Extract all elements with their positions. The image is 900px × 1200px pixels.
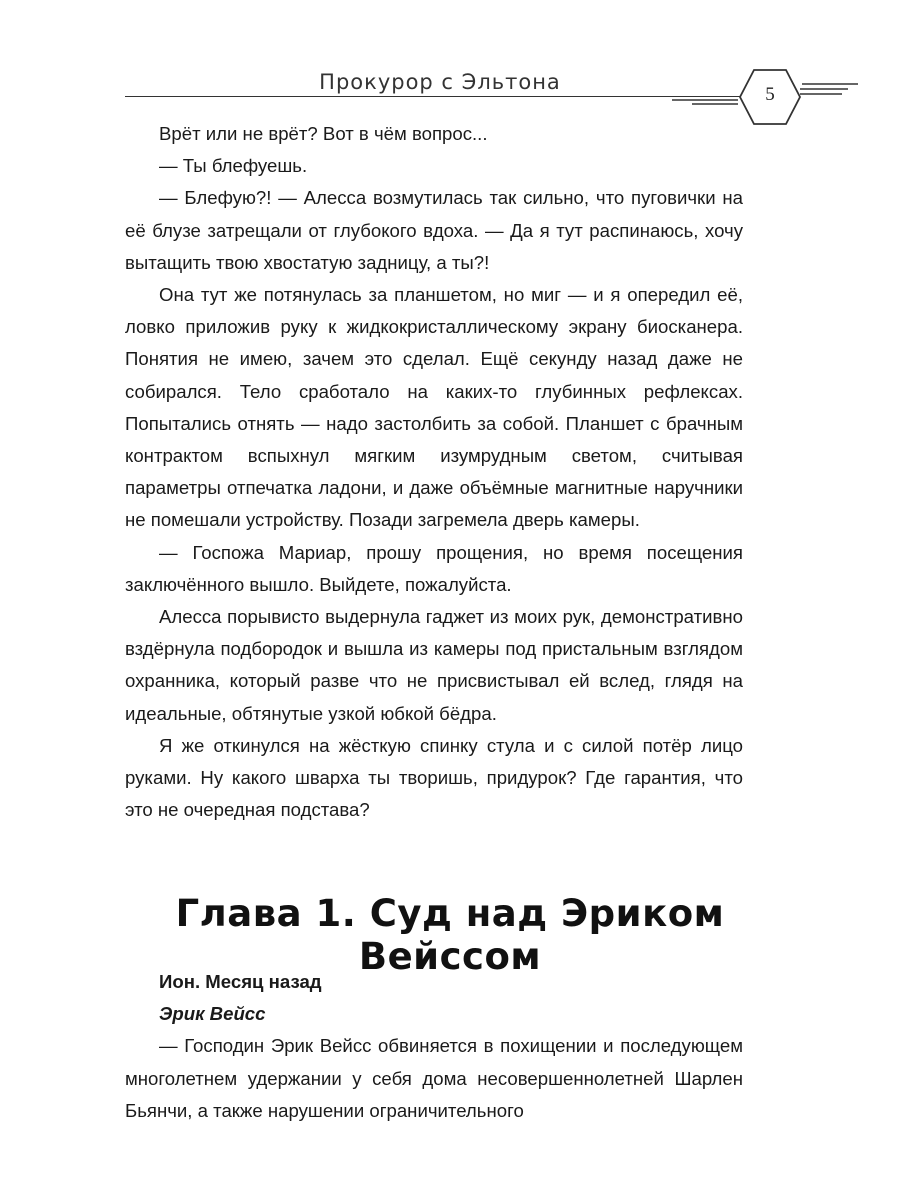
chapter-title: Глава 1. Суд над Эриком Вейссом: [175, 892, 725, 978]
paragraph: Алесса порывисто выдернула гаджет из моих рук, демонстративно вздёрнула подбородок и вышла из камеры под пристальным взглядом охранника, который разве что не присвистывал ей вслед, глядя на идеальные, обтянутые узкой юбкой бёдра.: [125, 606, 743, 724]
chapter-body: [125, 966, 743, 1127]
chapter-pov: Эрик Вейсс: [159, 1003, 266, 1025]
header-rule: [125, 96, 745, 97]
running-title: Прокурор с Эльтона: [319, 70, 561, 94]
paragraph: Я же откинулся на жёсткую спинку стула и с силой потёр лицо руками. Ну какого шварха ты творишь, придурок? Где гарантия, что это не очередная подстава?: [125, 734, 743, 821]
paragraph: Она тут же потянулась за планшетом, но миг — и я опередил её, ловко приложив руку к жидкокристаллическому экрану биосканера. Понятия не имею, зачем это сделал. Ещё секунду назад даже не собирался. Тело сработало на каких-то глубинных рефлексах. Попытались отнять — надо застолбить за собой. Планшет с брачным контрактом вспыхнул мягким изумрудным светом, считывая параметры отпечатка ладони, и даже объёмные магнитные наручники не помешали устройству. Позади загремела дверь камеры.: [125, 284, 743, 531]
paragraph: — Блефую?! — Алесса возмутилась так сильно, что пуговички на её блузе затрещали от глубокого вдоха. — Да я тут распинаюсь, хочу вытащить твою хвостатую задницу, а ты?!: [125, 187, 743, 273]
body-text: [125, 118, 743, 826]
paragraph: — Господин Эрик Вейсс обвиняется в похищении и последующем многолетнем удержании у себя дома несовершеннолетней Шарлен Бьянчи, а также нарушении ограничительного: [125, 1035, 743, 1121]
paragraph: Врёт или не врёт? Вот в чём вопрос...: [159, 123, 488, 144]
page-number: 5: [765, 84, 775, 105]
chapter-place: Ион. Месяц назад: [159, 971, 322, 992]
paragraph: — Ты блефуешь.: [159, 155, 308, 177]
paragraph: — Госпожа Мариар, прошу прощения, но время посещения заключённого вышло. Выйдете, пожалуйста.: [125, 541, 743, 595]
